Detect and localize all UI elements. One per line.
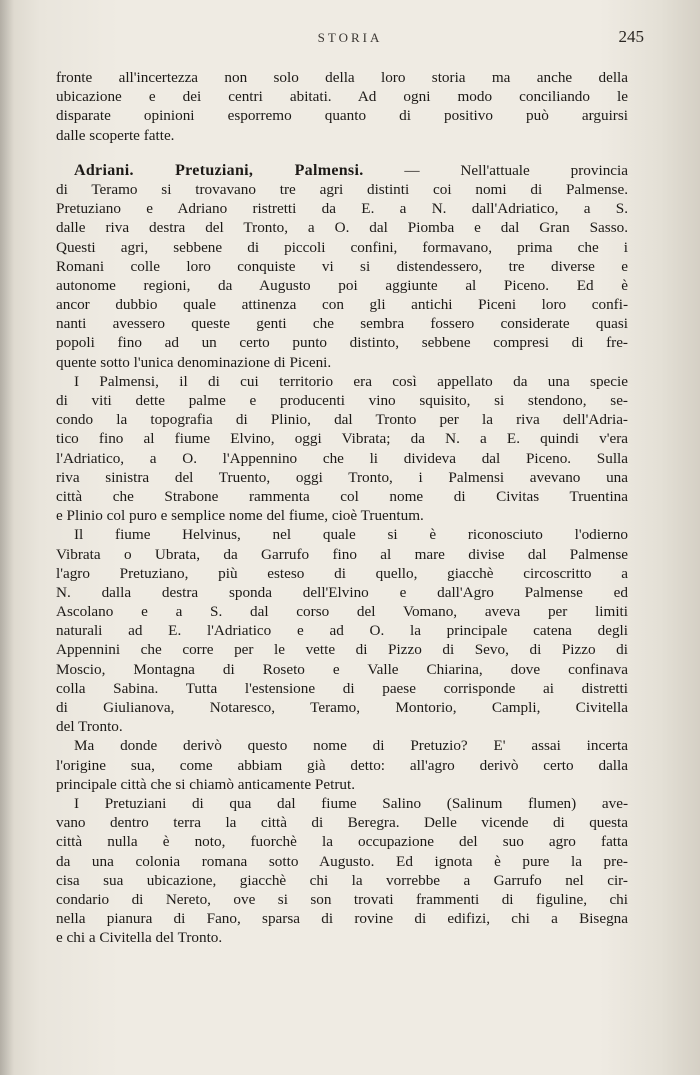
text-line: e chi a Civitella del Tronto.	[56, 929, 223, 947]
text-line: condario di Nereto, ove si son trovati frammenti di figuline, chi	[56, 890, 628, 908]
paragraph	[56, 372, 628, 526]
binding-shadow	[0, 0, 14, 1075]
text-line: dalle riva destra del Tronto, a O. dal Piomba e dal Gran Sasso.	[56, 219, 628, 237]
text-line: I Palmensi, il di cui territorio era così appellato da una specie	[74, 372, 628, 390]
text-line: nella pianura di Fano, sparsa di rovine di edifizi, chi a Bisegna	[56, 910, 628, 928]
text-line: naturali ad E. l'Adriatico e ad O. la principale catena degli	[56, 622, 628, 640]
text-line: l'origine sua, come abbiam già detto: all'agro derivò certo dalla	[56, 756, 628, 774]
text-line: Il fiume Helvinus, nel quale si è riconosciuto l'odierno	[74, 526, 628, 544]
text-line: I Pretuziani di qua dal fiume Salino (Salinum flumen) ave-	[74, 794, 628, 812]
running-title: STORIA	[317, 30, 383, 45]
text-line: disparate opinioni esporremo quanto di positivo può arguirsi	[56, 107, 628, 125]
text-line: da una colonia romana sotto Augusto. Ed ignota è pure la pre-	[56, 852, 628, 870]
text-line: l'Adriatico, a O. l'Appennino che li divideva dal Piceno. Sulla	[56, 449, 628, 467]
text-line: quente sotto l'unica denominazione di Piceni.	[56, 353, 332, 371]
text-line: ubicazione e dei centri abitati. Ad ogni modo conciliando le	[56, 88, 628, 106]
paragraph	[56, 736, 628, 794]
text-line: Pretuziano e Adriano ristretti da E. a N. dall'Adriatico, a S.	[56, 200, 628, 218]
text-line: e Plinio col puro e semplice nome del fiume, cioè Truentum.	[56, 507, 424, 525]
text-line: principale città che si chiamò anticamente Petrut.	[56, 775, 355, 793]
text-line: popoli fino ad un certo punto distinto, sebbene compresi di fre-	[56, 334, 628, 352]
text-line: Ascolano e a S. dal corso del Vomano, aveva per limiti	[56, 603, 628, 621]
text-line: nanti avessero queste genti che sembra fossero considerate quasi	[56, 315, 628, 333]
text-line	[56, 161, 628, 180]
paragraph	[56, 68, 628, 145]
text-line: colla Sabina. Tutta l'estensione di paese corrisponde ai distretti	[56, 679, 628, 697]
text-line: cisa sua ubicazione, giacchè chi la vorrebbe a Garrufo nel cir-	[56, 871, 628, 889]
text-line: Vibrata o Ubrata, da Garrufo fino al mare divise dal Palmense	[56, 545, 628, 563]
text-line: di viti dette palme e producenti vino squisito, si stendono, se-	[56, 392, 628, 409]
paragraph	[56, 794, 628, 948]
text-line-tail: — Nell'attuale provincia	[363, 161, 628, 179]
page-header	[60, 27, 644, 54]
paragraph	[56, 161, 628, 372]
text-line: autonome regioni, da Augusto poi aggiunte al Piceno. Ed è	[56, 276, 628, 294]
text-line: di Teramo si trovavano tre agri distinti coi nomi di Palmense.	[56, 180, 628, 198]
text-line: dalle scoperte fatte.	[56, 126, 175, 144]
text-line: Romani colle loro conquiste vi si distendessero, tre diverse e	[56, 257, 628, 275]
text-line: Moscio, Montagna di Roseto e Valle Chiarina, dove confinava	[56, 660, 628, 678]
body-text	[56, 68, 628, 947]
text-line: Ma donde derivò questo nome di Pretuzio? E' assai incerta	[74, 737, 628, 755]
text-line: Appennini che corre per le vette di Pizzo di Sevo, di Pizzo di	[56, 641, 628, 659]
text-line: città che Strabone rammenta col nome di Civitas Truentina	[56, 487, 628, 505]
text-line: fronte all'incertezza non solo della loro storia ma anche della	[56, 69, 628, 86]
text-line: di Giulianova, Notaresco, Teramo, Montorio, Campli, Civitella	[56, 699, 628, 716]
text-line: del Tronto.	[56, 718, 123, 736]
text-line: vano dentro terra la città di Beregra. Delle vicende di questa	[56, 814, 628, 832]
text-line: N. dalla destra sponda dell'Elvino e dall'Agro Palmense ed	[56, 583, 628, 601]
paragraph	[56, 525, 628, 736]
text-line: riva sinistra del Truento, oggi Tronto, i Palmensi avevano una	[56, 468, 628, 486]
section-heading: Adriani. Pretuziani, Palmensi.	[74, 161, 364, 179]
text-line: ancor dubbio quale attinenza con gli antichi Piceni loro confi-	[56, 296, 628, 314]
text-line: tico fino al fiume Elvino, oggi Vibrata; da N. a E. quindi v'era	[56, 430, 628, 448]
text-line: Questi agri, sebbene di piccoli confini, formavano, prima che i	[56, 238, 628, 256]
text-line: condo la topografia di Plinio, dal Tronto per la riva dell'Adria-	[56, 411, 628, 429]
text-line: città nulla è noto, fuorchè la occupazione del suo agro fatta	[56, 833, 628, 851]
text-line: l'agro Pretuziano, più esteso di quello, giacchè circoscritto a	[56, 564, 628, 582]
page-number: 245	[618, 27, 644, 46]
